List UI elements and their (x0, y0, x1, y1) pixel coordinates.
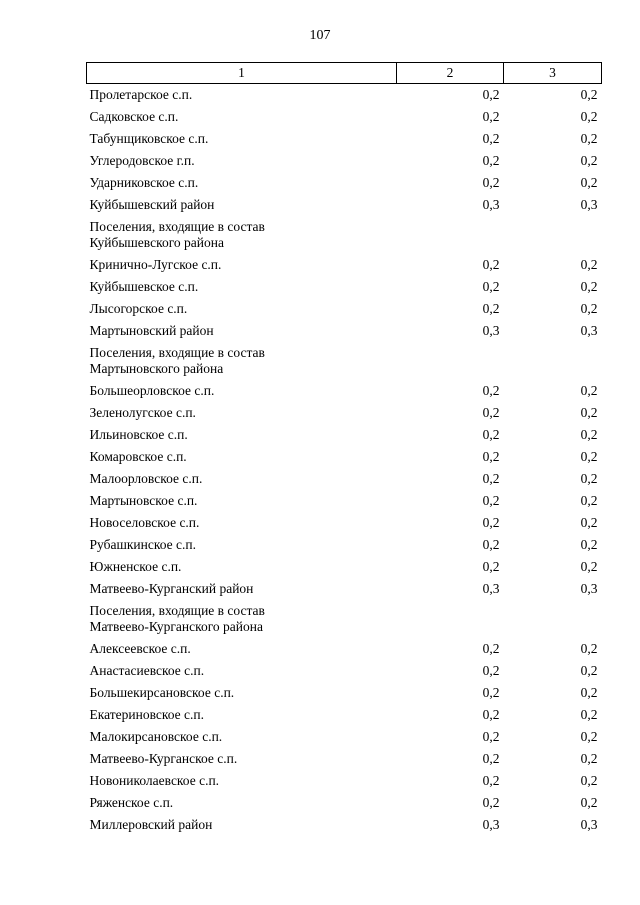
row-value-col2: 0,2 (482, 256, 500, 272)
row-name: Мартыновский район (89, 322, 214, 338)
row-value-col2: 0,2 (482, 382, 500, 398)
row-value-col2: 0,2 (482, 130, 500, 146)
table-row (87, 682, 602, 704)
row-name: Матвеево-Курганский район (89, 580, 254, 596)
row-value-col3: 0,2 (580, 108, 598, 124)
row-value-col3: 0,2 (580, 130, 598, 146)
row-name: Мартыновское с.п. (89, 492, 198, 508)
row-value-col2: 0,3 (482, 196, 500, 212)
row-value-col2: 0,2 (482, 448, 500, 464)
table-row (87, 600, 602, 638)
row-name-cell (87, 534, 397, 556)
table-row (87, 512, 602, 534)
row-value-col3: 0,2 (580, 382, 598, 398)
row-name: Лысогорское с.п. (89, 300, 188, 316)
table-row (87, 578, 602, 600)
row-value-col2: 0,2 (482, 558, 500, 574)
table-row (87, 84, 602, 106)
row-value-col3: 0,2 (580, 794, 598, 810)
table-row (87, 424, 602, 446)
row-value-col2: 0,2 (482, 706, 500, 722)
row-value-col3: 0,2 (580, 278, 598, 294)
row-value-col2: 0,2 (482, 750, 500, 766)
row-value-col3: 0,2 (580, 256, 598, 272)
row-value-col2: 0,2 (482, 514, 500, 530)
row-value-col3: 0,3 (580, 322, 598, 338)
column-header-1: 1 (87, 63, 397, 84)
row-name: Табунщиковское с.п. (89, 130, 209, 146)
row-value-col3: 0,2 (580, 448, 598, 464)
row-name: Алексеевское с.п. (89, 640, 191, 656)
row-name: Ильиновское с.п. (89, 426, 188, 442)
row-value-col2: 0,2 (482, 278, 500, 294)
table-row (87, 172, 602, 194)
row-value-col2: 0,2 (482, 684, 500, 700)
row-name-cell (87, 814, 397, 836)
row-name: Анастасиевское с.п. (89, 662, 205, 678)
table-row (87, 748, 602, 770)
row-value-col3: 0,3 (580, 816, 598, 832)
row-value-col3: 0,2 (580, 684, 598, 700)
table-row (87, 254, 602, 276)
row-value-col3: 0,2 (580, 152, 598, 168)
row-value-col3 (504, 600, 602, 638)
table-row (87, 704, 602, 726)
row-value-col3: 0,2 (580, 404, 598, 420)
row-value-col2 (397, 342, 504, 380)
row-name-cell (87, 578, 397, 600)
row-name: Куйбышевское с.п. (89, 278, 199, 294)
row-value-col3 (504, 342, 602, 380)
row-name: Рубашкинское с.п. (89, 536, 196, 552)
row-value-col2: 0,2 (482, 536, 500, 552)
row-value-col3: 0,3 (580, 196, 598, 212)
row-value-col2: 0,2 (482, 470, 500, 486)
data-table-container (86, 62, 601, 836)
row-name: Поселения, входящие в состав (89, 344, 265, 360)
row-value-col2: 0,2 (482, 662, 500, 678)
row-name-cell (87, 468, 397, 490)
column-header-2: 2 (397, 63, 504, 84)
row-name: Пролетарское с.п. (89, 87, 193, 102)
row-name-continuation: Куйбышевского района (89, 234, 224, 250)
row-value-col2 (397, 600, 504, 638)
row-name: Новониколаевское с.п. (89, 772, 220, 788)
row-name: Комаровское с.п. (89, 448, 187, 464)
row-name-cell (87, 490, 397, 512)
row-name-continuation: Матвеево-Курганского района (89, 618, 263, 634)
row-value-col3: 0,2 (580, 558, 598, 574)
row-name-continuation: Мартыновского района (89, 360, 224, 376)
row-name: Малоорловское с.п. (89, 470, 203, 486)
page-number: 107 (309, 28, 331, 43)
table-row (87, 194, 602, 216)
row-value-col3 (504, 216, 602, 254)
table-row (87, 150, 602, 172)
row-value-col2: 0,2 (482, 152, 500, 168)
row-value-col3: 0,2 (580, 87, 598, 102)
table-header-row (87, 63, 602, 84)
row-value-col3: 0,2 (580, 728, 598, 744)
row-name-cell (87, 194, 397, 216)
row-name: Малокирсановское с.п. (89, 728, 223, 744)
row-value-col2: 0,2 (482, 300, 500, 316)
row-value-col3: 0,2 (580, 514, 598, 530)
row-value-col2: 0,2 (482, 640, 500, 656)
table-row (87, 534, 602, 556)
row-name-cell (87, 216, 397, 254)
row-name: Миллеровский район (89, 816, 213, 832)
table-row (87, 402, 602, 424)
row-name: Кринично-Лугское с.п. (89, 256, 222, 272)
table-row (87, 814, 602, 836)
row-value-col2: 0,2 (482, 87, 500, 102)
row-name-cell (87, 726, 397, 748)
row-value-col3: 0,2 (580, 750, 598, 766)
table-row (87, 726, 602, 748)
table-row (87, 468, 602, 490)
row-name: Ударниковское с.п. (89, 174, 199, 190)
row-name-cell (87, 254, 397, 276)
row-name: Поселения, входящие в состав (89, 602, 265, 618)
row-name-cell (87, 298, 397, 320)
row-value-col2: 0,2 (482, 174, 500, 190)
row-value-col3: 0,2 (580, 174, 598, 190)
row-name-cell (87, 638, 397, 660)
row-value-col3: 0,2 (580, 772, 598, 788)
row-name-cell (87, 600, 397, 638)
table-row (87, 216, 602, 254)
row-name: Новоселовское с.п. (89, 514, 200, 530)
row-name-cell (87, 556, 397, 578)
row-name: Поселения, входящие в состав (89, 218, 265, 234)
row-value-col2: 0,2 (482, 404, 500, 420)
row-value-col3: 0,2 (580, 662, 598, 678)
row-name-cell (87, 770, 397, 792)
row-name: Екатериновское с.п. (89, 706, 204, 722)
row-value-col3: 0,2 (580, 492, 598, 508)
row-value-col3: 0,2 (580, 706, 598, 722)
row-value-col2: 0,3 (482, 580, 500, 596)
row-value-col3: 0,2 (580, 300, 598, 316)
row-name: Большеорловское с.п. (89, 382, 215, 398)
row-name: Ряженское с.п. (89, 794, 174, 810)
row-name: Зеленолугское с.п. (89, 404, 196, 420)
row-name-cell (87, 424, 397, 446)
row-value-col3: 0,2 (580, 426, 598, 442)
row-value-col2: 0,2 (482, 492, 500, 508)
table-row (87, 446, 602, 468)
table-body (87, 84, 602, 836)
table-row (87, 490, 602, 512)
row-value-col3: 0,3 (580, 580, 598, 596)
row-value-col3: 0,2 (580, 640, 598, 656)
row-value-col3: 0,2 (580, 470, 598, 486)
table-header (87, 63, 602, 84)
row-name: Большекирсановское с.п. (89, 684, 235, 700)
table-row (87, 770, 602, 792)
table-row (87, 792, 602, 814)
table-row (87, 342, 602, 380)
row-name-cell (87, 446, 397, 468)
table-row (87, 556, 602, 578)
table-row (87, 320, 602, 342)
row-value-col2: 0,2 (482, 728, 500, 744)
row-name: Садковское с.п. (89, 108, 179, 124)
row-name-cell (87, 512, 397, 534)
row-name-cell (87, 342, 397, 380)
row-name-cell (87, 128, 397, 150)
row-value-col2: 0,3 (482, 816, 500, 832)
table-row (87, 276, 602, 298)
data-table (86, 62, 602, 836)
table-row (87, 106, 602, 128)
row-value-col2: 0,3 (482, 322, 500, 338)
row-name-cell (87, 276, 397, 298)
row-name: Куйбышевский район (89, 196, 215, 212)
row-name-cell (87, 106, 397, 128)
row-name-cell (87, 704, 397, 726)
row-name: Южненское с.п. (89, 558, 182, 574)
row-value-col3: 0,2 (580, 536, 598, 552)
row-value-col2 (397, 216, 504, 254)
row-value-col2: 0,2 (482, 794, 500, 810)
row-name-cell (87, 748, 397, 770)
row-name-cell (87, 660, 397, 682)
row-name-cell (87, 150, 397, 172)
row-name: Матвеево-Курганское с.п. (89, 750, 238, 766)
row-name-cell (87, 682, 397, 704)
row-name-cell (87, 792, 397, 814)
row-value-col2: 0,2 (482, 772, 500, 788)
row-name-cell (87, 84, 397, 106)
row-name-cell (87, 320, 397, 342)
table-row (87, 380, 602, 402)
row-value-col2: 0,2 (482, 426, 500, 442)
row-name-cell (87, 380, 397, 402)
row-name-cell (87, 172, 397, 194)
row-name-cell (87, 402, 397, 424)
table-row (87, 660, 602, 682)
row-value-col2: 0,2 (482, 108, 500, 124)
row-name: Углеродовское г.п. (89, 152, 195, 168)
table-row (87, 128, 602, 150)
table-row (87, 638, 602, 660)
column-header-3: 3 (504, 63, 602, 84)
table-row (87, 298, 602, 320)
